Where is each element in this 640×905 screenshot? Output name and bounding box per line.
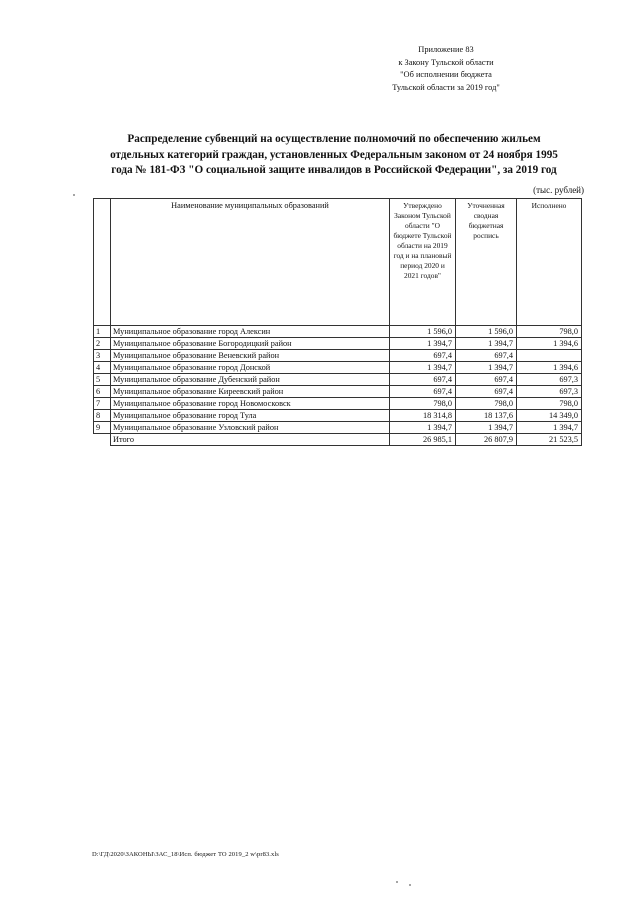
table-header-row (94, 199, 582, 326)
table-row (94, 398, 582, 410)
executed-value (517, 350, 582, 362)
revised-value: 18 137,6 (456, 410, 517, 422)
municipality-name: Муниципальное образование город Новомосковск (111, 398, 390, 410)
revised-value: 697,4 (456, 386, 517, 398)
table-row (94, 326, 582, 338)
revised-value: 798,0 (456, 398, 517, 410)
approved-value: 18 314,8 (390, 410, 456, 422)
revised-value: 1 394,7 (456, 422, 517, 434)
executed-value: 798,0 (517, 398, 582, 410)
header-revised: Уточненная сводная бюджетная роспись (456, 199, 517, 326)
row-number: 7 (94, 398, 111, 410)
municipality-name: Муниципальное образование Веневский район (111, 350, 390, 362)
executed-value: 1 394,6 (517, 338, 582, 350)
title-line-3: года № 181-ФЗ "О социальной защите инвалидов в Российской Федерации", за 2019 год (111, 164, 557, 176)
table-row (94, 386, 582, 398)
executed-value: 697,3 (517, 386, 582, 398)
appendix-law: к Закону Тульской области (398, 57, 494, 67)
approved-value: 697,4 (390, 350, 456, 362)
scan-speck (73, 194, 75, 196)
scan-speck (396, 881, 398, 883)
appendix-reference (346, 44, 546, 94)
total-number-cell (94, 434, 111, 446)
total-row (94, 434, 582, 446)
municipality-name: Муниципальное образование Богородицкий район (111, 338, 390, 350)
header-number (94, 199, 111, 326)
title-line-1: Распределение субвенций на осуществление полномочий по обеспечению жильем (127, 133, 541, 145)
executed-value: 1 394,7 (517, 422, 582, 434)
table-row (94, 350, 582, 362)
total-label: Итого (111, 434, 390, 446)
header-name: Наименование муниципальных образований (111, 199, 390, 326)
total-executed: 21 523,5 (517, 434, 582, 446)
executed-value: 798,0 (517, 326, 582, 338)
executed-value: 14 349,0 (517, 410, 582, 422)
title-line-2: отдельных категорий граждан, установленных Федеральным законом от 24 ноября 1995 (110, 148, 558, 161)
row-number: 9 (94, 422, 111, 434)
appendix-law-year: Тульской области за 2019 год" (392, 82, 500, 92)
table-body (94, 199, 582, 446)
subsidy-table (93, 198, 582, 446)
row-number: 2 (94, 338, 111, 350)
municipality-name: Муниципальное образование Дубенский район (111, 374, 390, 386)
approved-value: 1 394,7 (390, 362, 456, 374)
revised-value: 1 596,0 (456, 326, 517, 338)
revised-value: 697,4 (456, 374, 517, 386)
executed-value: 697,3 (517, 374, 582, 386)
header-approved: Утверждено Законом Тульской области "О бюджете Тульской области на 2019 год и на плановый период 2020 и 2021 годов" (390, 199, 456, 326)
revised-value: 1 394,7 (456, 362, 517, 374)
approved-value: 697,4 (390, 386, 456, 398)
table-row (94, 422, 582, 434)
table-row (94, 362, 582, 374)
approved-value: 697,4 (390, 374, 456, 386)
total-revised: 26 807,9 (456, 434, 517, 446)
municipality-name: Муниципальное образование город Донской (111, 362, 390, 374)
row-number: 3 (94, 350, 111, 362)
approved-value: 1 394,7 (390, 422, 456, 434)
units-label: (тыс. рублей) (533, 185, 584, 195)
table-row (94, 338, 582, 350)
scan-speck (409, 884, 411, 886)
row-number: 6 (94, 386, 111, 398)
municipality-name: Муниципальное образование Узловский район (111, 422, 390, 434)
approved-value: 1 596,0 (390, 326, 456, 338)
approved-value: 1 394,7 (390, 338, 456, 350)
appendix-law-title: "Об исполнении бюджета (400, 70, 492, 79)
executed-value: 1 394,6 (517, 362, 582, 374)
document-title (84, 132, 584, 179)
municipality-name: Муниципальное образование город Алексин (111, 326, 390, 338)
appendix-number: Приложение 83 (418, 45, 474, 54)
file-path: D:\ГД\2020\ЗАКОНЫ\ЗАС_18\Исп. бюджет ТО 2019_2 w\pr83.xls (92, 851, 279, 858)
revised-value: 697,4 (456, 350, 517, 362)
table-row (94, 410, 582, 422)
row-number: 8 (94, 410, 111, 422)
municipality-name: Муниципальное образование город Тула (111, 410, 390, 422)
row-number: 4 (94, 362, 111, 374)
total-approved: 26 985,1 (390, 434, 456, 446)
municipality-name: Муниципальное образование Киреевский район (111, 386, 390, 398)
row-number: 5 (94, 374, 111, 386)
revised-value: 1 394,7 (456, 338, 517, 350)
row-number: 1 (94, 326, 111, 338)
table-row (94, 374, 582, 386)
approved-value: 798,0 (390, 398, 456, 410)
header-executed: Исполнено (517, 199, 582, 326)
